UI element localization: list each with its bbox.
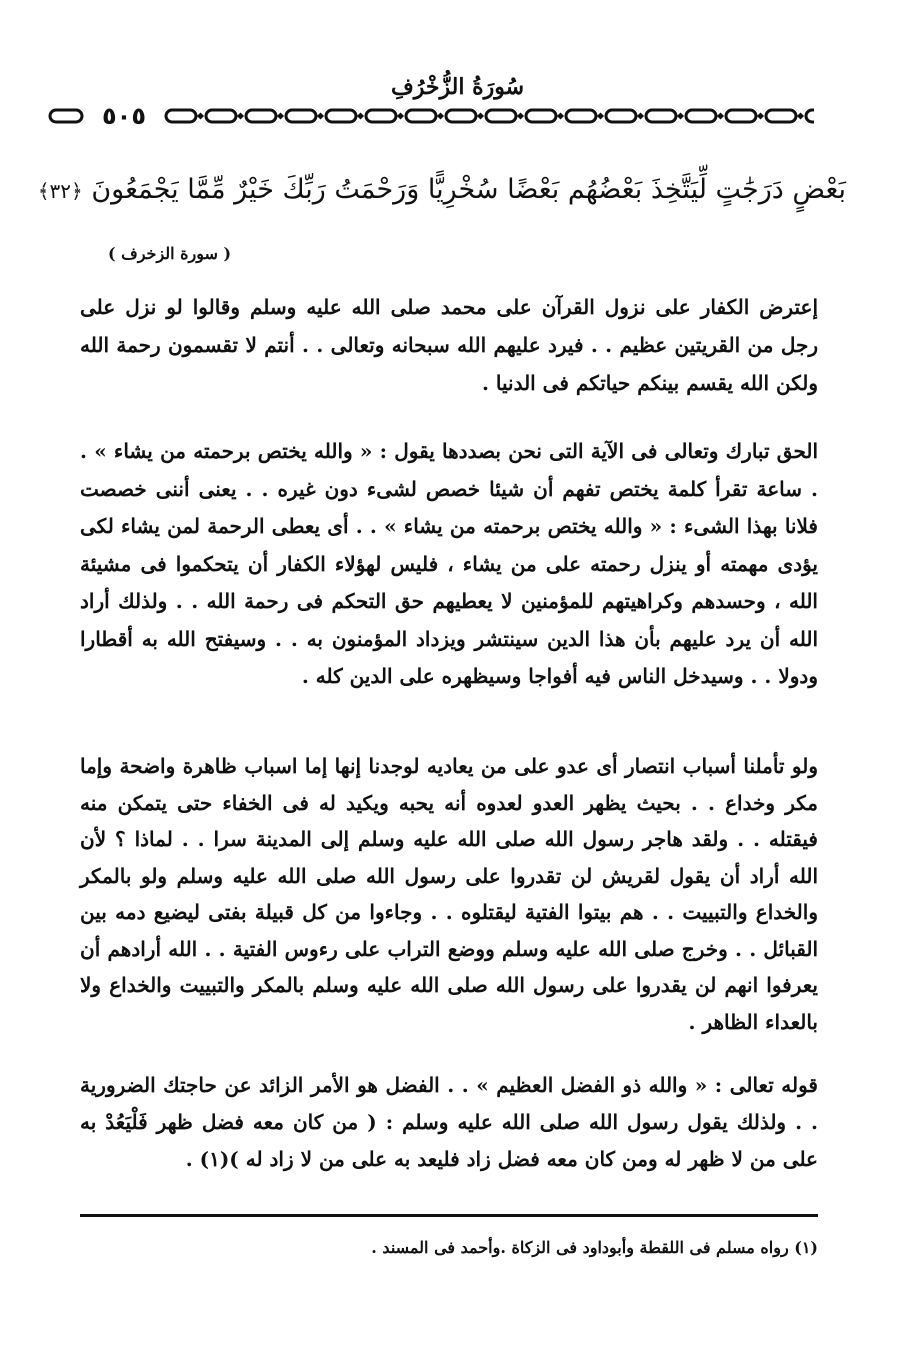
verse-number: ﴿٣٢﴾ <box>37 179 83 203</box>
paragraph-4: قوله تعالى : « والله ذو الفضل العظيم » . . الفضل هو الأمر الزائد عن حاجتك الضرورية . . ولذلك يقول رسول الله صلى الله عليه وسلم : ( من كان معه فضل ظهر فَلْيَعُدْ به على من لا ظهر له ومن كان معه فضل زاد فليعد به على من لا زاد له )(١) . <box>80 1073 818 1171</box>
surah-title: سُورَةُ الزُّخْرُفِ <box>390 74 525 100</box>
paragraph-2: الحق تبارك وتعالى فى الآية التى نحن بصددها يقول : « والله يختص برحمته من يشاء » . . ساعة تقرأ كلمة يختص تفهم أن شيئا خصص لشىء دون غيره . . يعنى أننى خصصت فلانا بهذا الشىء : « والله يختص برحمته من يشاء » . . أى يعطى الرحمة لمن يشاء لكى يؤدى مهمته أو ينزل رحمته على من يشاء ، فليس لهؤلاء الكفار أن يتحكموا فى مشيئة الله ، وحسدهم وكراهيتهم للمؤمنين لا يعطيهم حق التحكم فى رحمة الله . . ولذلك أراد الله أن يرد عليهم بأن هذا الدين سينتشر ويزداد المؤمنون به . . وسيفتح الله به أقطارا ودولا . . وسيدخل الناس فيه أفواجا وسيظهره على الدين كله . <box>80 439 818 688</box>
footnote-divider <box>80 1214 818 1217</box>
verse-source: ( سورة الزخرف ) <box>108 244 232 263</box>
header-border <box>48 102 814 130</box>
page-number: ٥٠٥ <box>102 102 146 130</box>
footnote: (١) رواه مسلم فى اللقطة وأبوداود فى الزكاة .وأحمد فى المسند . <box>371 1238 818 1257</box>
ornament-cap-icon <box>48 107 84 125</box>
quran-verse <box>37 160 846 221</box>
verse-text: بَعْضٍ دَرَجَٰتٍ لِّيَتَّخِذَ بَعْضُهُم بَعْضًا سُخْرِيًّا وَرَحْمَتُ رَبِّكَ خَيْرٌ مِّمَّا يَجْمَعُونَ <box>91 174 846 205</box>
ornamental-chain-icon <box>164 107 814 125</box>
paragraph-3: ولو تأملنا أسباب انتصار أى عدو على من يعاديه لوجدنا إنها إما اسباب ظاهرة واضحة وإما مكر وخداع . . بحيث يظهر العدو لعدوه أنه يحبه ويكيد له فى الخفاء حتى يتمكن منه فيقتله . . ولقد هاجر رسول الله صلى الله عليه وسلم إلى المدينة سرا . . لماذا ؟ لأن الله أراد أن يقول لقريش لن تقدروا على رسول الله صلى الله عليه وسلم ولو بالمكر والخداع والتبييت . . هم بيتوا الفتية ليقتلوه . . وجاءوا من كل قبيلة بفتى ليضيع دمه بين القبائل . . وخرج صلى الله عليه وسلم ووضع التراب على رءوس الفتية . . الله أرادهم أن يعرفوا انهم لن يقدروا على رسول الله صلى الله عليه وسلم بالمكر والتبييت والخداع ولا بالعداء الظاهر . <box>80 754 818 1034</box>
paragraph-1: إعترض الكفار على نزول القرآن على محمد صلى الله عليه وسلم وقالوا لو نزل على رجل من القريتين عظيم . . فيرد عليهم الله سبحانه وتعالى . . أنتم لا تقسمون رحمة الله ولكن الله يقسم بينكم حياتكم فى الدنيا . <box>80 295 818 395</box>
